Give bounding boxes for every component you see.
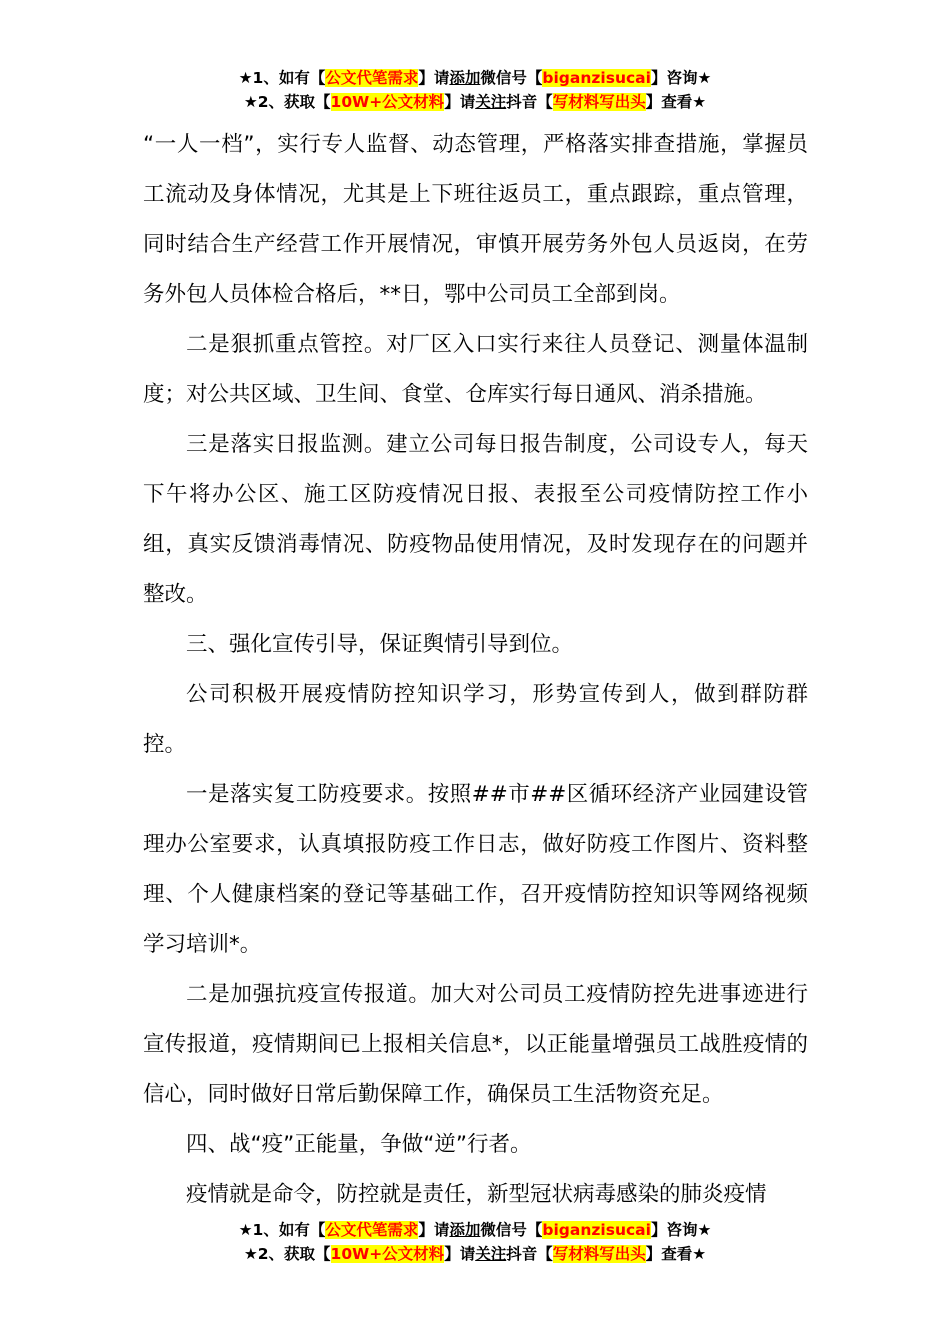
banner-text: 】请: [444, 1245, 476, 1263]
banner-text: 】咨询★: [650, 69, 712, 87]
banner-text: ★2、获取【: [243, 93, 331, 111]
banner-highlight-wechat: biganzisucai: [542, 69, 651, 87]
document-body: [143, 120, 808, 1220]
banner-text: 】查看★: [645, 93, 707, 111]
paragraph: 一是落实复工防疫要求。按照##市##区循环经济产业园建设管理办公室要求，认真填报防疫工作日志，做好防疫工作图片、资料整理、个人健康档案的登记等基础工作，召开疫情防控知识等网络视频学习培训*。: [143, 782, 808, 957]
banner-underlined: 关注: [475, 1245, 507, 1263]
paragraph: 二是狠抓重点管控。对厂区入口实行来往人员登记、测量体温制度；对公共区域、卫生间、食堂、仓库实行每日通风、消杀措施。: [143, 332, 808, 407]
banner-highlight-douyin: 写材料写出头: [552, 93, 646, 111]
banner-highlight: 公文代笔需求: [325, 1221, 419, 1239]
banner-text: ★1、如有【: [238, 1221, 326, 1239]
banner-line-2: [0, 90, 950, 114]
banner-highlight-douyin: 写材料写出头: [552, 1245, 646, 1263]
banner-text: ★1、如有【: [238, 69, 326, 87]
paragraph: 公司积极开展疫情防控知识学习，形势宣传到人，做到群防群控。: [143, 682, 808, 757]
banner-text: 】请: [418, 1221, 450, 1239]
banner-underlined: 添加: [449, 1221, 481, 1239]
header-banner: [0, 66, 950, 114]
banner-highlight-wechat: biganzisucai: [542, 1221, 651, 1239]
banner-text: 】咨询★: [650, 1221, 712, 1239]
banner-text: ★2、获取【: [243, 1245, 331, 1263]
banner-highlight: 10W+公文材料: [330, 1245, 445, 1263]
banner-underlined: 添加: [449, 69, 481, 87]
banner-text: 】请: [444, 93, 476, 111]
banner-line-1: [0, 1218, 950, 1242]
banner-highlight: 公文代笔需求: [325, 69, 419, 87]
banner-text: 抖音【: [506, 1245, 553, 1263]
paragraph: 二是加强抗疫宣传报道。加大对公司员工疫情防控先进事迹进行宣传报道，疫情期间已上报相关信息*，以正能量增强员工战胜疫情的信心，同时做好日常后勤保障工作，确保员工生活物资充足。: [143, 982, 808, 1107]
banner-text: 微信号【: [480, 69, 543, 87]
footer-banner: [0, 1218, 950, 1266]
banner-text: 微信号【: [480, 1221, 543, 1239]
section-heading: 四、战“疫”正能量，争做“逆”行者。: [186, 1132, 532, 1157]
banner-line-1: [0, 66, 950, 90]
paragraph: 三是落实日报监测。建立公司每日报告制度，公司设专人，每天下午将办公区、施工区防疫情况日报、表报至公司疫情防控工作小组，真实反馈消毒情况、防疫物品使用情况，及时发现存在的问题并整改。: [143, 432, 808, 607]
paragraph-continued: “一人一档”，实行专人监督、动态管理，严格落实排查措施，掌握员工流动及身体情况，尤其是上下班往返员工，重点跟踪，重点管理，同时结合生产经营工作开展情况，审慎开展劳务外包人员返岗，在劳务外包人员体检合格后，**日，鄂中公司员工全部到岗。: [143, 132, 808, 307]
banner-text: 】查看★: [645, 1245, 707, 1263]
banner-underlined: 关注: [475, 93, 507, 111]
paragraph: 疫情就是命令，防控就是责任，新型冠状病毒感染的肺炎疫情: [186, 1182, 767, 1207]
section-heading: 三、强化宣传引导，保证舆情引导到位。: [186, 632, 574, 657]
banner-text: 】请: [418, 69, 450, 87]
banner-line-2: [0, 1242, 950, 1266]
banner-text: 抖音【: [506, 93, 553, 111]
banner-highlight: 10W+公文材料: [330, 93, 445, 111]
